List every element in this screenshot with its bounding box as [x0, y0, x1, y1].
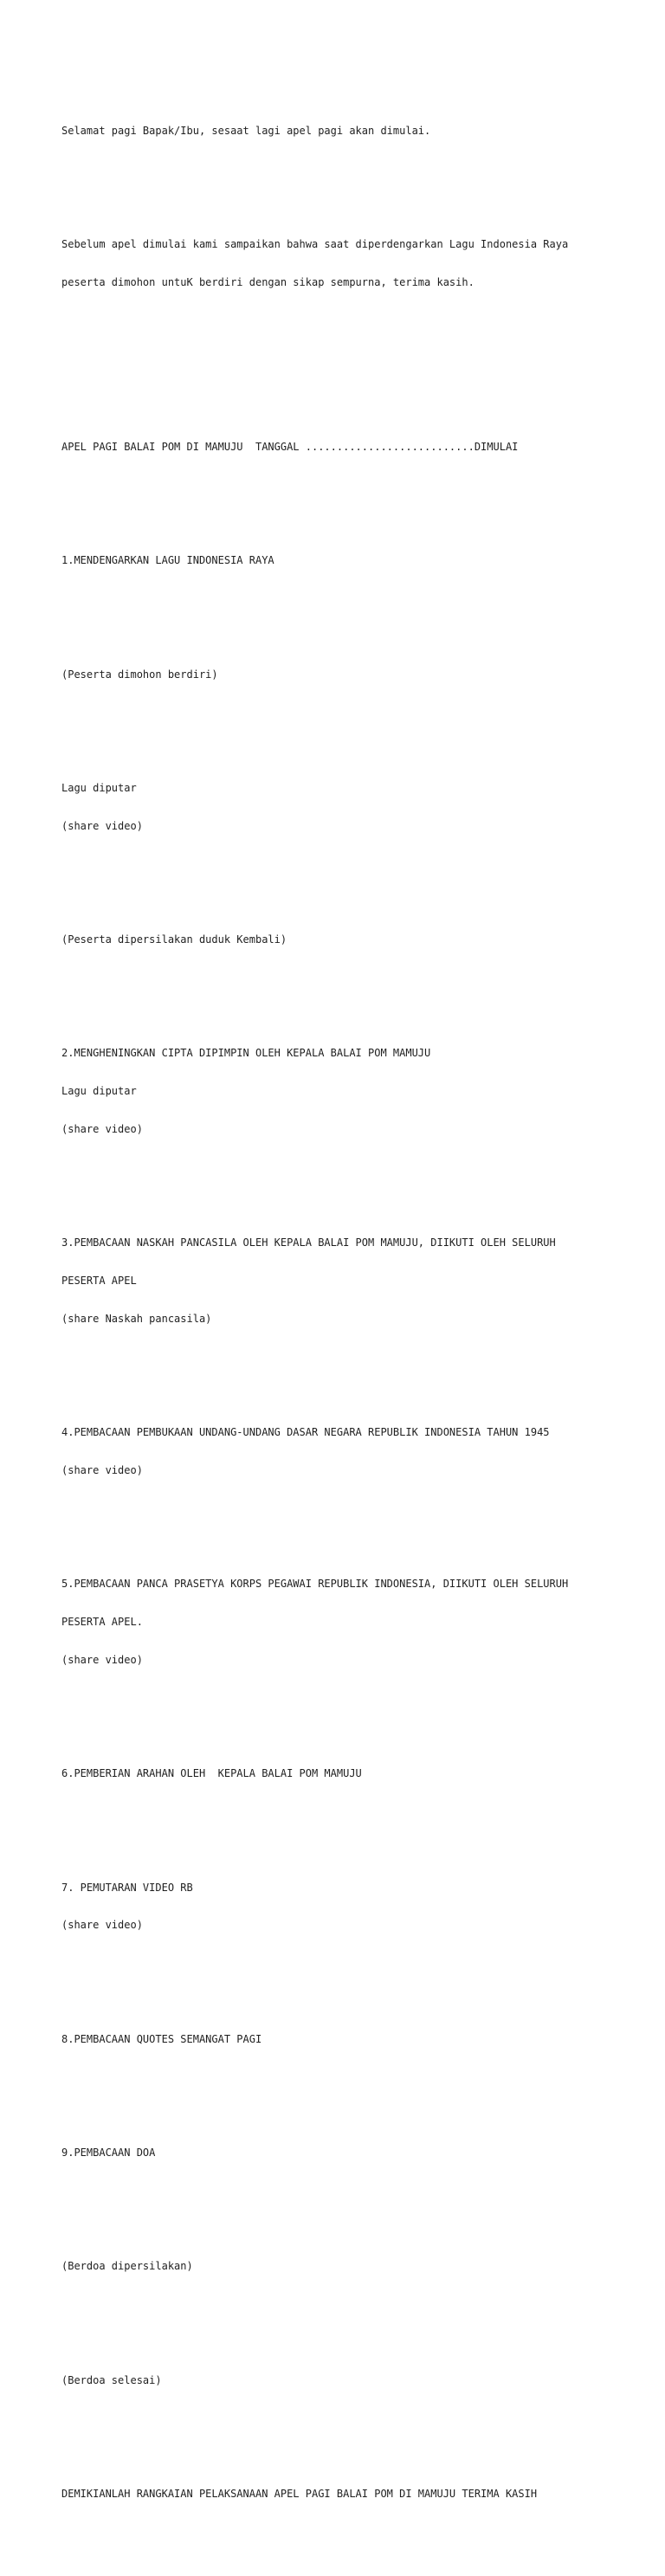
song-played-line-2: (share video) [61, 819, 143, 832]
agenda-item-9 [61, 2121, 633, 2185]
agenda-item-2-line-3: (share video) [61, 1122, 143, 1135]
pray-start-note [61, 2235, 633, 2298]
agenda-item-4-line-2: (share video) [61, 1463, 143, 1476]
agenda-item-5-line-2: PESERTA APEL. [61, 1616, 143, 1629]
agenda-item-4-line-1: 4.PEMBACAAN PEMBUKAAN UNDANG-UNDANG DASAR NEGARA REPUBLIK INDONESIA TAHUN 1945 [61, 1426, 550, 1439]
agenda-item-7-line-2: (share video) [61, 1919, 143, 1932]
agenda-item-3-line-2: PESERTA APEL [61, 1275, 137, 1287]
agenda-item-2-line-1: 2.MENGHENINGKAN CIPTA DIPIMPIN OLEH KEPALA BALAI POM MAMUJU [61, 1047, 431, 1060]
agenda-item-8-line: 8.PEMBACAAN QUOTES SEMANGAT PAGI [61, 2032, 262, 2045]
title-line: APEL PAGI BALAI POM DI MAMUJU TANGGAL ...........................DIMULAI [61, 440, 519, 453]
agenda-item-6-line: 6.PEMBERIAN ARAHAN OLEH KEPALA BALAI POM MAMUJU [61, 1767, 362, 1780]
sit-instruction [61, 908, 633, 972]
closing-paragraph [61, 2463, 633, 2526]
pray-end-line: (Berdoa selesai) [61, 2373, 162, 2386]
greeting-line: Selamat pagi Bapak/Ibu, sesaat lagi apel pagi akan dimulai. [61, 124, 431, 137]
title-paragraph [61, 416, 633, 479]
agenda-item-9-line: 9.PEMBACAAN DOA [61, 2146, 156, 2159]
document-body [61, 61, 633, 2576]
agenda-item-1 [61, 529, 633, 592]
agenda-item-4 [61, 1401, 633, 1502]
stand-instruction-line: (Peserta dimohon berdiri) [61, 668, 218, 681]
blank-line [61, 365, 633, 378]
agenda-item-3-line-1: 3.PEMBACAAN NASKAH PANCASILA OLEH KEPALA BALAI POM MAMUJU, DIIKUTI OLEH SELURUH [61, 1236, 556, 1249]
intro-line-1: Sebelum apel dimulai kami sampaikan bahwa saat diperdengarkan Lagu Indonesia Raya [61, 238, 569, 251]
song-played-note [61, 757, 633, 858]
agenda-item-8 [61, 2007, 633, 2070]
agenda-item-2-line-2: Lagu diputar [61, 1085, 137, 1098]
agenda-item-2 [61, 1022, 633, 1161]
sit-instruction-line: (Peserta dipersilakan duduk Kembali) [61, 933, 287, 946]
pray-end-note [61, 2348, 633, 2411]
agenda-item-5 [61, 1553, 633, 1692]
greeting-paragraph [61, 100, 633, 163]
agenda-item-6 [61, 1742, 633, 1805]
agenda-item-3-line-3: (share Naskah pancasila) [61, 1312, 212, 1325]
intro-line-2: peserta dimohon untuK berdiri dengan sikap sempurna, terima kasih. [61, 276, 475, 289]
agenda-item-7 [61, 1856, 633, 1957]
agenda-item-5-line-1: 5.PEMBACAAN PANCA PRASETYA KORPS PEGAWAI REPUBLIK INDONESIA, DIIKUTI OLEH SELURUH [61, 1578, 569, 1591]
pray-start-line: (Berdoa dipersilakan) [61, 2260, 193, 2273]
song-played-line-1: Lagu diputar [61, 781, 137, 794]
agenda-item-7-line-1: 7. PEMUTARAN VIDEO RB [61, 1881, 193, 1894]
agenda-item-3 [61, 1211, 633, 1351]
agenda-item-1-line: 1.MENDENGARKAN LAGU INDONESIA RAYA [61, 554, 274, 567]
stand-instruction [61, 642, 633, 706]
intro-paragraph [61, 213, 633, 314]
closing-line: DEMIKIANLAH RANGKAIAN PELAKSANAAN APEL PAGI BALAI POM DI MAMUJU TERIMA KASIH [61, 2488, 538, 2500]
agenda-item-5-line-3: (share video) [61, 1653, 143, 1666]
